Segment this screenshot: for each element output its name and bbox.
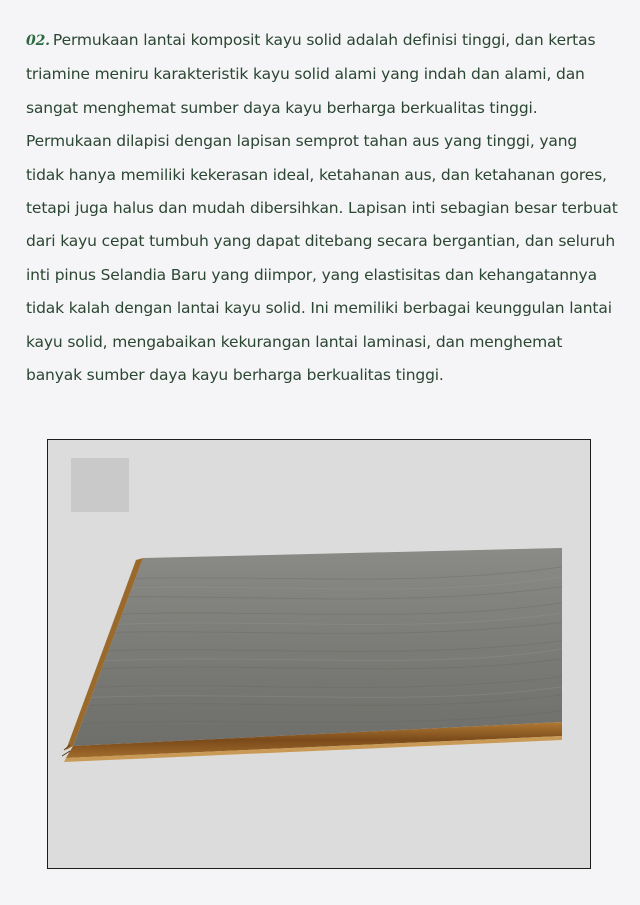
section-number: 02.: [26, 33, 50, 49]
product-photo: [47, 439, 591, 869]
wood-plank-image: [48, 440, 590, 868]
article-text: [26, 24, 618, 392]
article-paragraph: Permukaan lantai komposit kayu solid adalah definisi tinggi, dan kertas triamine meniru karakteristik kayu solid alami yang indah dan alami, dan sangat menghemat sumber daya kayu berharga berkualitas tinggi. Permukaan dilapisi dengan lapisan semprot tahan aus yang tinggi, yang tidak hanya memiliki kekerasan ideal, ketahanan aus, dan ketahanan gores, tetapi juga halus dan mudah dibersihkan. Lapisan inti sebagian besar terbuat dari kayu cepat tumbuh yang dapat ditebang secara bergantian, dan seluruh inti pinus Selandia Baru yang diimpor, yang elastisitas dan kehangatannya tidak kalah dengan lantai kayu solid. Ini memiliki berbagai keunggulan lantai kayu solid, mengabaikan kekurangan lantai laminasi, dan menghemat banyak sumber daya kayu berharga berkualitas tinggi.: [26, 31, 618, 385]
plank-surface: [73, 548, 562, 746]
